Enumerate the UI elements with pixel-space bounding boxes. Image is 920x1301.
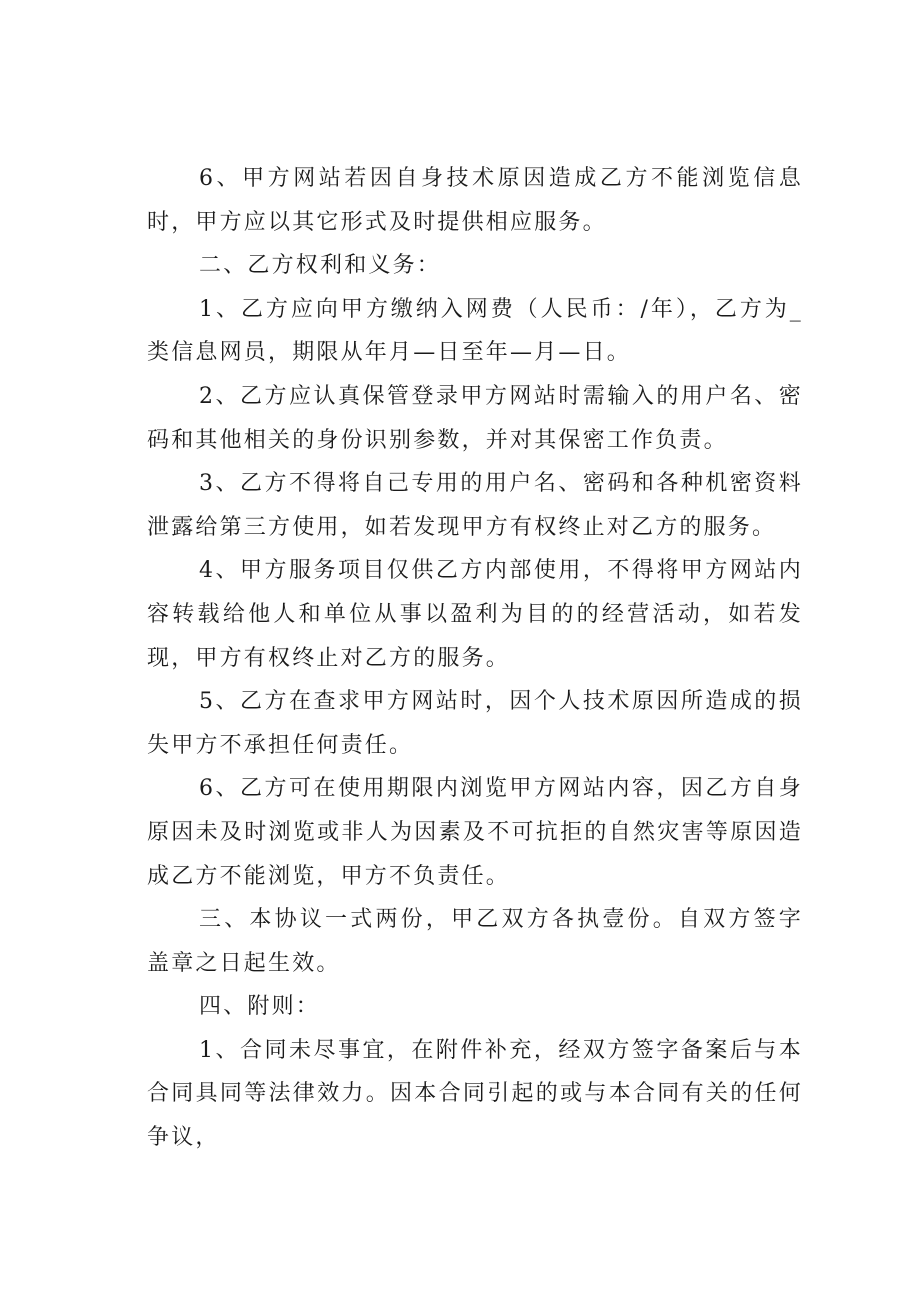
section-three-copies: 三、本协议一式两份，甲乙双方各执壹份。自双方签字盖章之日起生效。 [147, 907, 803, 976]
paragraph-b-1-fees: 1、乙方应向甲方缴纳入网费（人民币：/年），乙方为_类信息网员，期限从年月—日至年—月—日。 [147, 296, 803, 366]
paragraph-b-5-liability: 5、乙方在查求甲方网站时，因个人技术原因所造成的损失甲方不承担任何责任。 [147, 689, 803, 758]
paragraph-a-6-network-outage: 6、甲方网站若因自身技术原因造成乙方不能浏览信息时，甲方应以其它形式及时提供相应服务。 [147, 166, 803, 235]
document-body [147, 157, 803, 1160]
section-heading-supplementary: 四、附则： [199, 994, 321, 1020]
paragraph-b-2-credentials: 2、乙方应认真保管登录甲方网站时需输入的用户名、密码和其他相关的身份识别参数，并对其保密工作负责。 [147, 383, 803, 453]
paragraph-supplementary-1: 1、合同未尽事宜，在附件补充，经双方签字备案后与本合同具同等法律效力。因本合同引起的或与本合同有关的任何争议， [147, 1037, 803, 1151]
paragraph-b-6-usage-period: 6、乙方可在使用期限内浏览甲方网站内容，因乙方自身原因未及时浏览或非人为因素及不可抗拒的自然灾害等原因造成乙方不能浏览，甲方不负责任。 [147, 776, 803, 889]
paragraph-b-3-confidentiality: 3、乙方不得将自己专用的用户名、密码和各种机密资料泄露给第三方使用，如若发现甲方有权终止对乙方的服务。 [147, 471, 803, 540]
paragraph-b-4-internal-use: 4、甲方服务项目仅供乙方内部使用，不得将甲方网站内容转载给他人和单位从事以盈利为目的的经营活动，如若发现，甲方有权终止对乙方的服务。 [147, 558, 803, 671]
section-heading-party-b-rights: 二、乙方权利和义务： [199, 253, 442, 279]
